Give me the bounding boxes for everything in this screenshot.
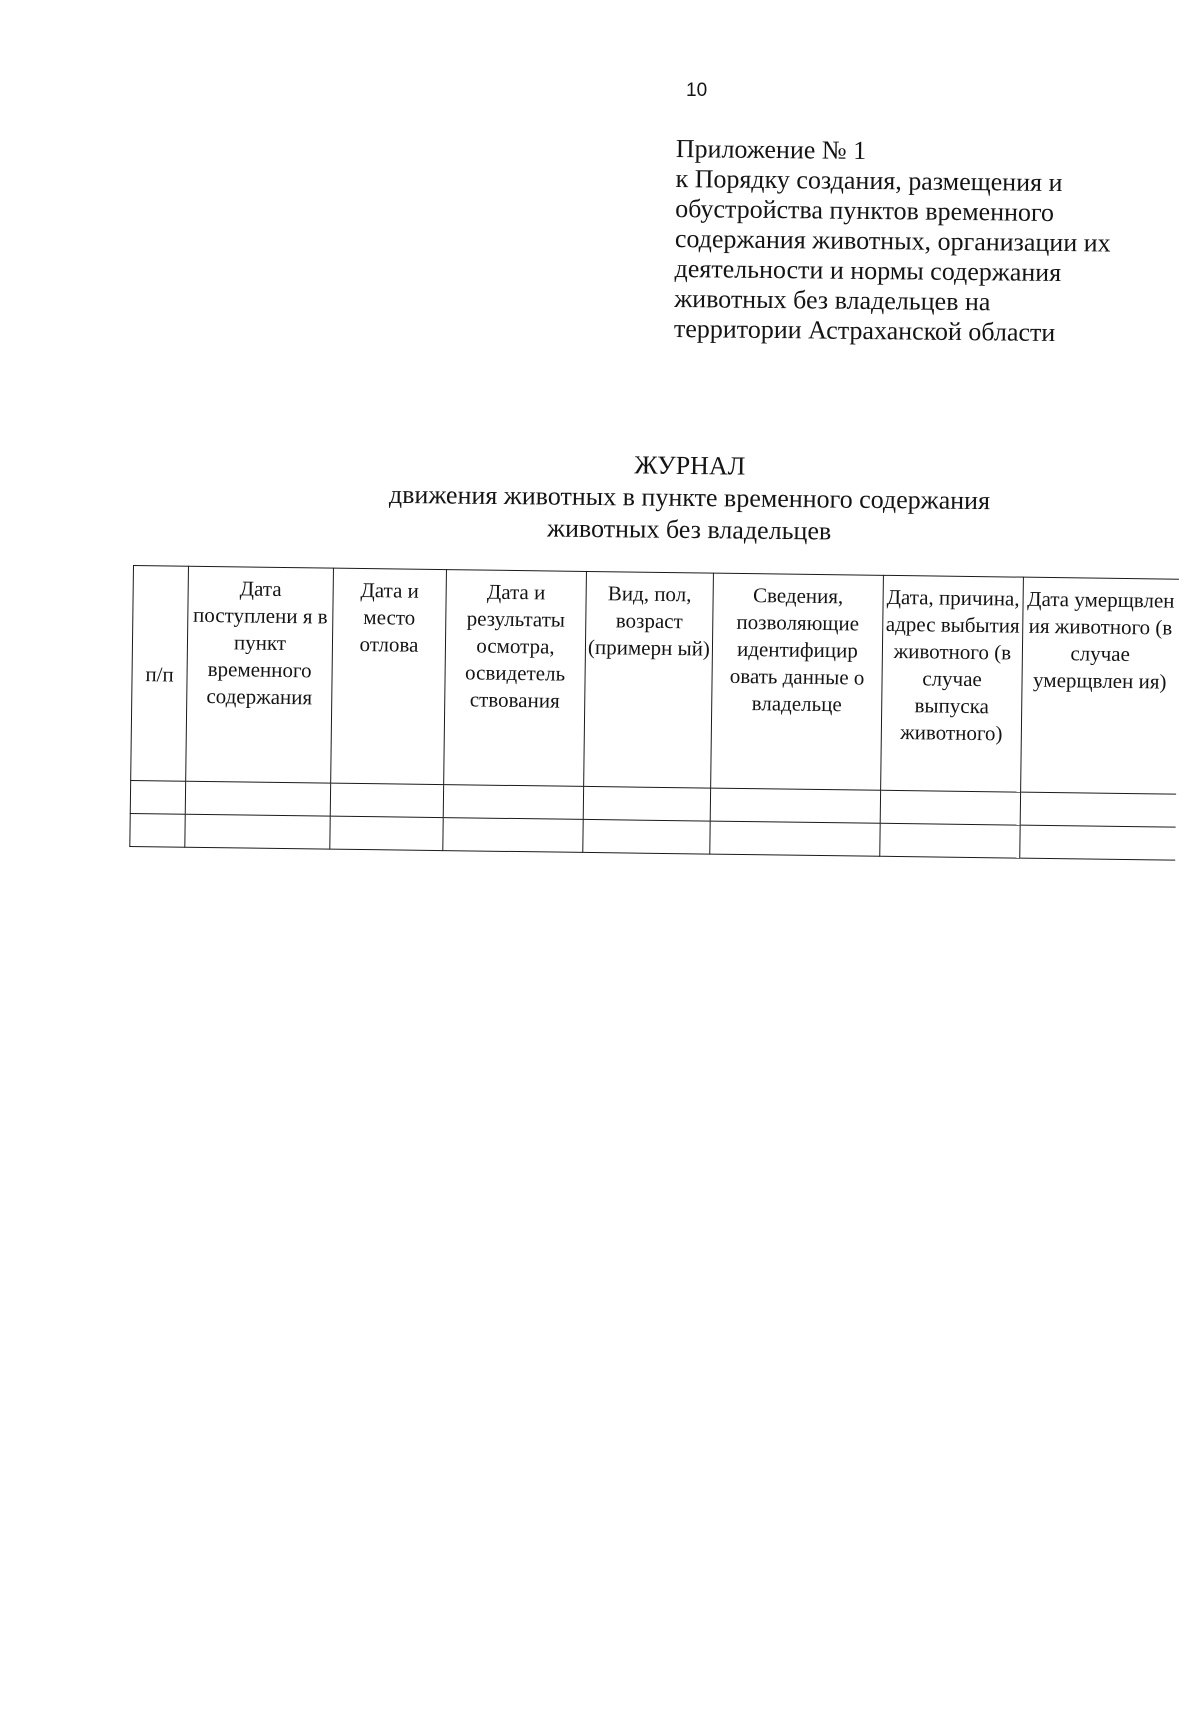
- column-header: Дата и результаты осмотра, освидетель ствования: [444, 570, 587, 787]
- column-header: Вид, пол, возраст (примерн ый): [584, 571, 714, 788]
- table-cell: [880, 823, 1020, 858]
- table-cell: [443, 818, 583, 853]
- appendix-line: обустройства пунктов временного: [675, 193, 1055, 227]
- appendix-block: [674, 134, 1156, 349]
- table-header-row: [131, 566, 1179, 795]
- column-header: п/п: [131, 566, 189, 782]
- table-cell: [710, 788, 880, 823]
- column-header: Дата, причина, адрес выбытия животного (в случае выпуска животного): [881, 575, 1024, 792]
- table-cell: [130, 813, 185, 847]
- appendix-line: животных без владельцев на: [674, 283, 991, 317]
- column-header: Сведения, позволяющие идентифицир овать данные о владельце: [711, 573, 884, 790]
- table-cell: [185, 781, 330, 816]
- table-cell: [130, 780, 185, 814]
- appendix-line: деятельности и нормы содержания: [674, 253, 1062, 288]
- appendix-line: к Порядку создания, размещения и: [675, 163, 1063, 198]
- page-number: 10: [686, 80, 708, 101]
- table-cell: [330, 783, 443, 817]
- column-header: Дата умерщвлен ия животного (в случае умерщвлен ия): [1021, 577, 1179, 794]
- table-cell: [185, 814, 330, 849]
- table-cell: [443, 785, 583, 820]
- table-cell: [1020, 825, 1175, 860]
- appendix-line: территории Астраханской области: [673, 313, 1056, 347]
- table-cell: [583, 786, 710, 821]
- column-header: Дата поступлени я в пункт временного содержания: [186, 566, 334, 783]
- appendix-line: содержания животных, организации их: [674, 223, 1111, 258]
- table-cell: [710, 821, 880, 856]
- journal-subtitle: движения животных в пункте временного содержания: [388, 479, 991, 516]
- journal-heading: [339, 446, 1040, 549]
- table-cell: [880, 790, 1020, 825]
- table-cell: [330, 816, 443, 850]
- column-header: Дата и место отлова: [331, 568, 447, 784]
- journal-title: ЖУРНАЛ: [634, 450, 746, 481]
- table-cell: [1020, 792, 1175, 827]
- table-cell: [583, 819, 710, 854]
- journal-subtitle: животных без владельцев: [546, 513, 832, 546]
- appendix-line: Приложение № 1: [675, 134, 867, 165]
- journal-table: [129, 565, 1178, 861]
